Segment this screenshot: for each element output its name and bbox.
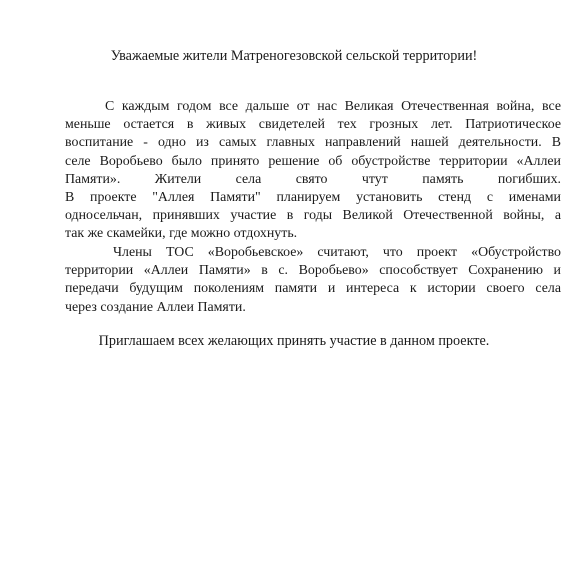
paragraph-line: через создание Аллеи Памяти. [65, 299, 246, 315]
paragraph-line: передачи будущим поколениям памяти и интереса к истории своего села [65, 281, 561, 297]
paragraph-memory-alley [65, 98, 561, 244]
paragraph-line: односельчан, принявших участие в годы Великой Отечественной войны, а [65, 208, 561, 224]
paragraph-line: меньше остается в живых свидетелей тех грозных лет. Патриотическое [65, 117, 561, 133]
paragraph-line: С каждым годом все дальше от нас Великая Отечественная война, все [105, 99, 561, 114]
paragraph-line: В проекте "Аллея Памяти" планируем установить стенд с именами [65, 190, 561, 206]
paragraph-line: Члены ТОС «Воробьевское» считают, что проект «Обустройство [113, 245, 561, 260]
paragraph-line: селе Воробьево было принято решение об обустройстве территории «Аллеи [65, 153, 561, 169]
paragraph-line: воспитание - одно из самых главных направлений нашей деятельности. В [65, 135, 561, 151]
paragraph-line: Памяти». Жители села свято чтут память погибших. [65, 171, 561, 187]
document-title: Уважаемые жители Матреногезовской сельской территории! [110, 48, 478, 64]
invitation-text: Приглашаем всех желающих принять участие в данном проекте. [98, 333, 490, 349]
paragraph-line: так же скамейки, где можно отдохнуть. [65, 226, 298, 242]
paragraph-tos-members [65, 244, 561, 317]
paragraph-line: территории «Аллеи Памяти» в с. Воробьево» способствует Сохранению и [65, 263, 561, 279]
